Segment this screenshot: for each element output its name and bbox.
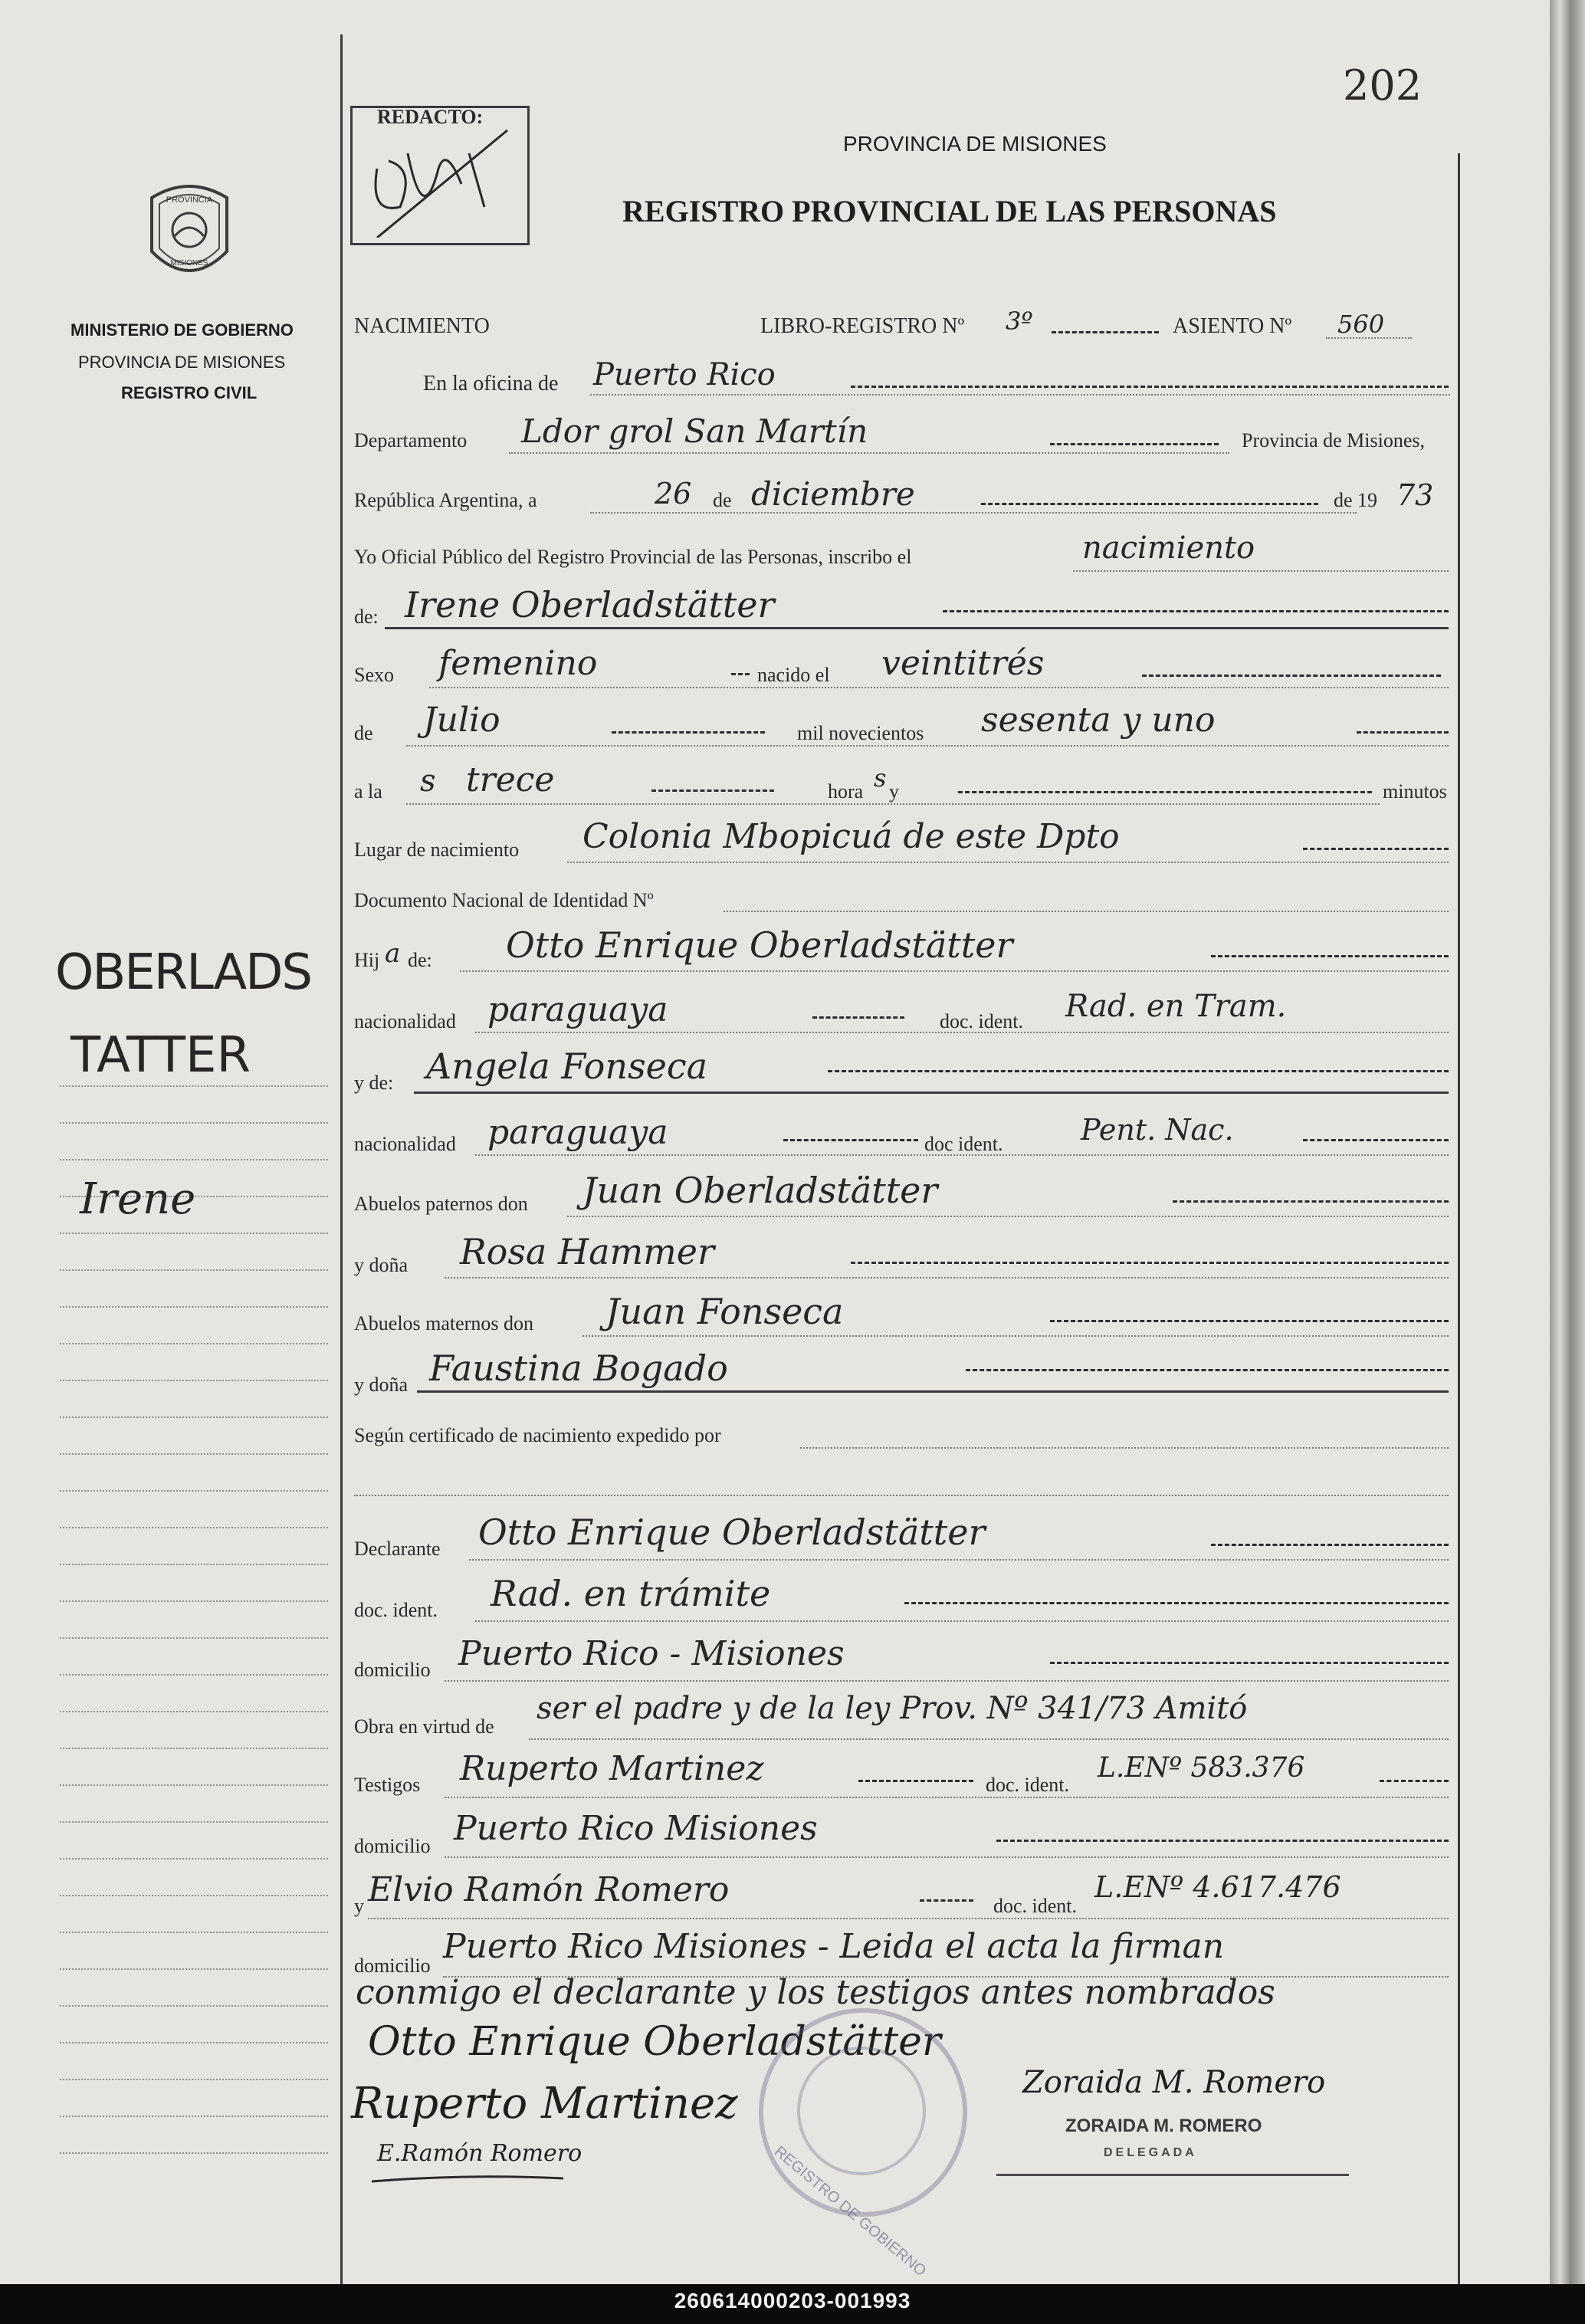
mil-value: sesenta y uno bbox=[981, 701, 1216, 740]
testigo1-value: Ruperto Martinez bbox=[460, 1749, 764, 1788]
oficina-dots bbox=[590, 394, 1450, 396]
hora-label: hora bbox=[828, 780, 864, 803]
departamento-dots bbox=[509, 452, 1229, 454]
ala-prefix: s bbox=[420, 763, 436, 799]
declarante-dash bbox=[1211, 1544, 1449, 1546]
header-registry: REGISTRO PROVINCIAL DE LAS PERSONAS bbox=[622, 194, 1277, 228]
padre-dots bbox=[460, 970, 1449, 972]
dom1-label: domicilio bbox=[354, 1659, 431, 1681]
testigo1-dash bbox=[858, 1780, 973, 1782]
doct2-value: L.ENº 4.617.476 bbox=[1094, 1870, 1341, 1904]
nac1-label: nacionalidad bbox=[354, 1010, 456, 1032]
minutos-label: minutos bbox=[1383, 780, 1447, 803]
madre-dash bbox=[828, 1070, 1449, 1072]
hija-hand: a bbox=[385, 938, 401, 969]
image-id-text: 260614000203-001993 bbox=[674, 2289, 911, 2313]
dom3-value: Puerto Rico Misiones - Leida el acta la firman bbox=[443, 1927, 1225, 1966]
signature-testigo-2-underline bbox=[368, 2172, 567, 2188]
official-seal-inner bbox=[797, 2047, 926, 2175]
docd-label: doc. ident. bbox=[354, 1599, 438, 1621]
oficina-dash bbox=[851, 386, 1449, 388]
dom1-value: Puerto Rico - Misiones bbox=[458, 1634, 845, 1673]
province-label: PROVINCIA DE MISIONES bbox=[78, 353, 286, 372]
margin-surname-2: TATTER bbox=[71, 1027, 251, 1084]
republica-dash bbox=[981, 503, 1318, 505]
de-mes-label: de bbox=[354, 722, 373, 744]
left-rule bbox=[340, 34, 343, 2284]
asiento-value: 560 bbox=[1337, 310, 1385, 339]
provincia-label: Provincia de Misiones, bbox=[1242, 429, 1426, 451]
oficina-value: Puerto Rico bbox=[593, 357, 776, 392]
book-page-edge bbox=[1550, 0, 1585, 2284]
padre-value: Otto Enrique Oberladstätter bbox=[506, 924, 1013, 966]
madre-value: Angela Fonseca bbox=[426, 1045, 708, 1087]
ydona2-label: y doña bbox=[354, 1374, 409, 1396]
signature-testigo-2: E.Ramón Romero bbox=[377, 2140, 582, 2167]
mil-dash bbox=[1357, 731, 1449, 734]
departamento-value: Ldor grol San Martín bbox=[521, 412, 868, 450]
dom2-dots bbox=[445, 1856, 1449, 1858]
testigo1-dots bbox=[445, 1797, 1449, 1798]
doct1-value: L.ENº 583.376 bbox=[1098, 1752, 1305, 1784]
nac-mes-value: Julio bbox=[423, 701, 500, 740]
dni-label: Documento Nacional de Identidad Nº bbox=[354, 889, 654, 911]
republica-dots bbox=[590, 512, 1357, 514]
signature-testigo-1: Ruperto Martinez bbox=[351, 2079, 738, 2129]
y-t2-label: y bbox=[354, 1895, 364, 1917]
segun-dots-2 bbox=[354, 1495, 1449, 1496]
de-anio-label: de 19 bbox=[1334, 489, 1378, 511]
ydona1-value: Rosa Hammer bbox=[460, 1231, 714, 1272]
oficial-dots bbox=[1073, 570, 1449, 572]
signature-oficial: Zoraida M. Romero bbox=[1022, 2065, 1326, 2100]
lugar-label: Lugar de nacimiento bbox=[354, 839, 520, 861]
hora-value: trece bbox=[466, 760, 555, 799]
nacido-dash bbox=[1142, 675, 1441, 677]
obra-label: Obra en virtud de bbox=[354, 1715, 494, 1738]
ala-dots bbox=[406, 803, 1380, 805]
abm-dash bbox=[1050, 1320, 1449, 1322]
doc2-value: Pent. Nac. bbox=[1081, 1113, 1234, 1147]
sexo-value: femenino bbox=[438, 644, 598, 683]
stamp-name: ZORAIDA M. ROMERO bbox=[1065, 2116, 1262, 2136]
nacimiento-label: NACIMIENTO bbox=[354, 314, 490, 338]
doct1-label: doc. ident. bbox=[986, 1774, 1070, 1796]
oficial-value: nacimiento bbox=[1082, 530, 1255, 566]
padre-dash bbox=[1211, 955, 1449, 957]
ala-label: a la bbox=[354, 780, 382, 803]
dia-value: 26 bbox=[655, 477, 692, 510]
mes-dash bbox=[612, 731, 765, 734]
oficial-label: Yo Oficial Público del Registro Provincial de las Personas, inscribo el bbox=[354, 546, 912, 568]
testigo2-value: Elvio Ramón Romero bbox=[368, 1870, 730, 1909]
dom2-dash bbox=[996, 1840, 1449, 1842]
nac2-dash bbox=[783, 1139, 918, 1141]
declarante-label: Declarante bbox=[354, 1538, 441, 1560]
nacido-value: veintitrés bbox=[881, 644, 1045, 683]
dom2-value: Puerto Rico Misiones bbox=[454, 1809, 818, 1848]
registro-civil-label: REGISTRO CIVIL bbox=[121, 383, 258, 402]
doc2-label: doc ident. bbox=[924, 1133, 1003, 1155]
dom3-label: domicilio bbox=[354, 1955, 431, 1977]
right-rule bbox=[1458, 153, 1460, 2284]
header-province: PROVINCIA DE MISIONES bbox=[843, 132, 1107, 156]
nac2-value: paraguaya bbox=[487, 1113, 668, 1152]
mes-value: diciembre bbox=[751, 475, 915, 513]
republica-label: República Argentina, a bbox=[354, 489, 537, 511]
seal-bottom-text: MISIONES bbox=[170, 259, 208, 268]
stamp-title: DELEGADA bbox=[1104, 2146, 1197, 2159]
testigo2-dots bbox=[368, 1918, 1449, 1919]
abm-value: Juan Fonseca bbox=[605, 1291, 844, 1332]
ydm-label: y de: bbox=[354, 1072, 394, 1094]
province-seal-icon bbox=[136, 175, 242, 290]
ydona2-dash bbox=[966, 1369, 1449, 1371]
testigo2-dash bbox=[920, 1899, 973, 1902]
mil-label: mil novecientos bbox=[797, 722, 924, 744]
asiento-label: ASIENTO Nº bbox=[1173, 314, 1292, 338]
segun-dots bbox=[800, 1447, 1449, 1449]
sexo-label: Sexo bbox=[354, 664, 394, 686]
docd-dash bbox=[904, 1602, 1449, 1604]
abp-value: Juan Oberladstätter bbox=[582, 1170, 938, 1211]
asiento-dots bbox=[1326, 337, 1412, 339]
nacido-label: nacido el bbox=[757, 664, 830, 686]
abp-dash bbox=[1173, 1200, 1449, 1203]
signature-declarante: Otto Enrique Oberladstätter bbox=[368, 2019, 941, 2065]
dom1-dash bbox=[1050, 1662, 1449, 1664]
nac1-dash bbox=[812, 1016, 904, 1019]
redacto-label: REDACTO: bbox=[377, 106, 484, 128]
ydona1-label: y doña bbox=[354, 1254, 409, 1276]
doc1-label: doc. ident. bbox=[940, 1010, 1024, 1032]
lugar-dots bbox=[567, 862, 1449, 863]
abp-label: Abuelos paternos don bbox=[354, 1193, 528, 1215]
dom1-dots bbox=[445, 1680, 1449, 1682]
nac2-label: nacionalidad bbox=[354, 1133, 456, 1155]
y-label: y bbox=[889, 780, 899, 803]
declarante-value: Otto Enrique Oberladstätter bbox=[478, 1512, 986, 1553]
nombre-value: Irene Oberladstätter bbox=[405, 584, 775, 625]
hija-label: Hij bbox=[354, 949, 380, 971]
ydona2-underline bbox=[417, 1390, 1449, 1393]
de-label: de bbox=[713, 489, 732, 511]
departamento-label: Departamento bbox=[354, 429, 468, 451]
sexo-dash bbox=[731, 673, 750, 675]
nac1-value: paraguaya bbox=[487, 990, 668, 1029]
minutos-dash bbox=[958, 791, 1372, 793]
segun-label: Según certificado de nacimiento expedido por bbox=[354, 1424, 721, 1446]
hora-dash bbox=[651, 789, 774, 792]
dni-dots bbox=[724, 911, 1449, 912]
closing-value: conmigo el declarante y los testigos antes nombrados bbox=[356, 1973, 1275, 2012]
ministry-label: MINISTERIO DE GOBIERNO bbox=[71, 320, 294, 340]
lugar-dash bbox=[1303, 848, 1449, 850]
hora-suffix: s bbox=[874, 763, 887, 793]
ydona2-value: Faustina Bogado bbox=[429, 1347, 728, 1389]
margin-given-name: Irene bbox=[80, 1174, 196, 1224]
seal-text: REGISTRO DE GOBIERNO bbox=[770, 2143, 930, 2280]
lugar-value: Colonia Mbopicuá de este Dpto bbox=[582, 817, 1120, 856]
libro-value: 3º bbox=[1006, 307, 1033, 336]
departamento-dash bbox=[1050, 443, 1219, 445]
abm-dots bbox=[582, 1335, 1449, 1337]
obra-value: ser el padre y de la ley Prov. Nº 341/73 Amitó bbox=[537, 1691, 1248, 1726]
nombre-dash bbox=[943, 610, 1449, 612]
ydona1-dash bbox=[851, 1262, 1449, 1264]
testigos-label: Testigos bbox=[354, 1774, 421, 1796]
hija-de-label: de: bbox=[408, 949, 432, 971]
anio-value: 73 bbox=[1396, 478, 1434, 512]
abm-label: Abuelos maternos don bbox=[354, 1312, 533, 1334]
doct2-label: doc. ident. bbox=[993, 1895, 1078, 1917]
docd-dots bbox=[475, 1620, 1449, 1622]
de-nombre-label: de: bbox=[354, 606, 379, 628]
doct1-dash bbox=[1380, 1780, 1449, 1782]
sexo-dots bbox=[429, 687, 1449, 688]
mil-dots bbox=[406, 745, 1449, 747]
oficina-label: En la oficina de bbox=[423, 372, 559, 396]
madre-underline bbox=[414, 1091, 1449, 1094]
page-number: 202 bbox=[1343, 61, 1423, 110]
libro-label: LIBRO-REGISTRO Nº bbox=[760, 314, 965, 338]
stamp-underline bbox=[996, 2174, 1349, 2176]
ydona1-dots bbox=[445, 1277, 1449, 1279]
nombre-underline bbox=[385, 627, 1449, 629]
redacto-initials-icon bbox=[354, 123, 523, 238]
nac1-dots bbox=[475, 1032, 1449, 1033]
libro-dash bbox=[1052, 331, 1159, 333]
obra-dots bbox=[529, 1738, 1449, 1740]
nac2-dots bbox=[475, 1154, 1449, 1156]
abp-dots bbox=[567, 1216, 1449, 1217]
seal-top-text: PROVINCIA bbox=[166, 195, 213, 205]
dom2-label: domicilio bbox=[354, 1835, 431, 1857]
margin-surname-1: OBERLADS bbox=[55, 944, 311, 1001]
doc2-dash bbox=[1303, 1139, 1449, 1141]
declarante-dots bbox=[469, 1559, 1449, 1561]
docd-value: Rad. en trámite bbox=[491, 1573, 771, 1614]
doc1-value: Rad. en Tram. bbox=[1065, 989, 1287, 1024]
